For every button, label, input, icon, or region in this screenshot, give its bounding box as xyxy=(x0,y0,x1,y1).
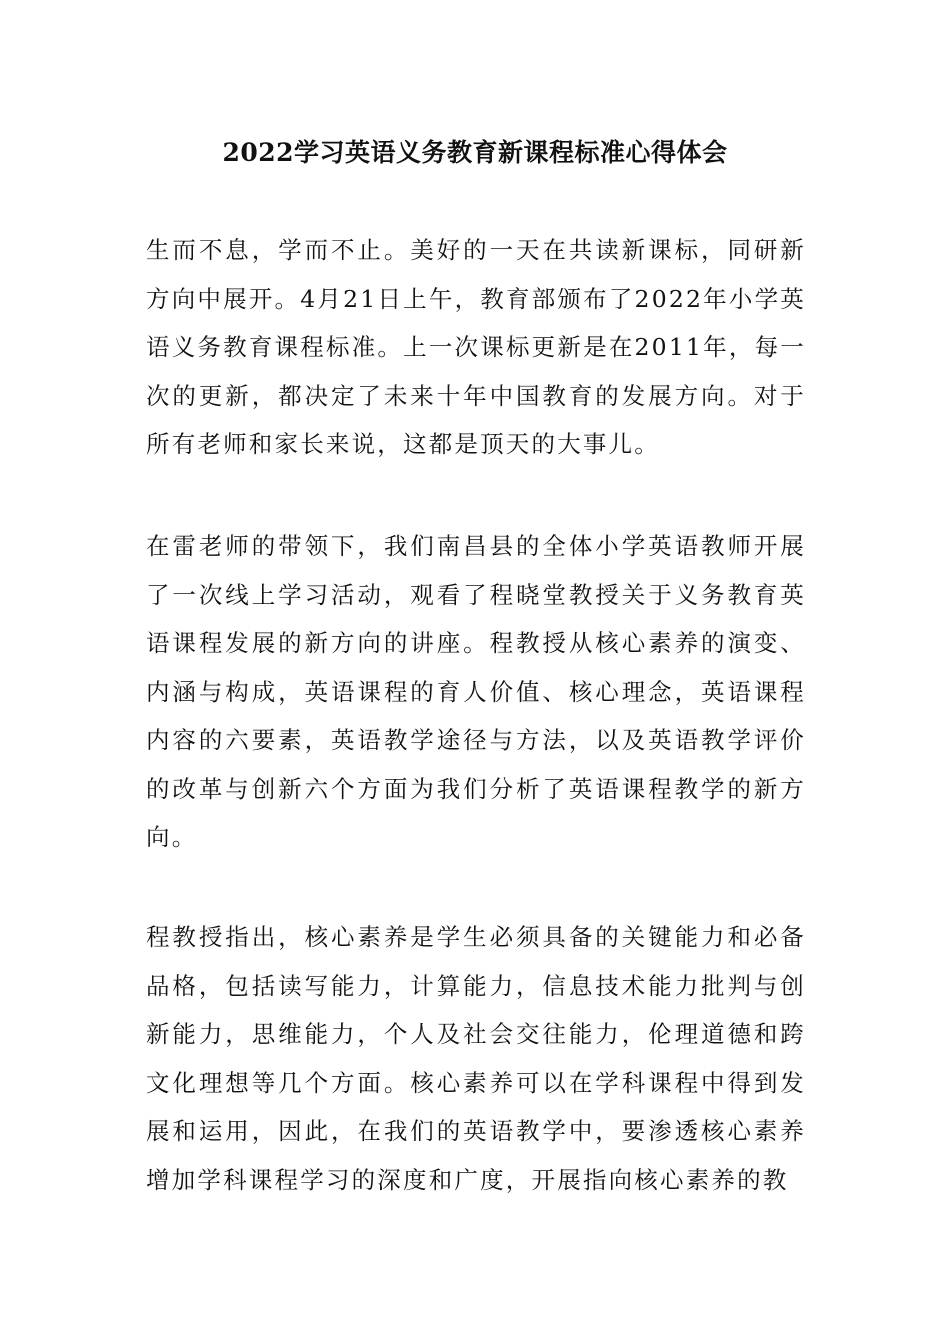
paragraph-3: 程教授指出，核心素养是学生必须具备的关键能力和必备品格，包括读写能力，计算能力，信息技术能力批判与创新能力，思维能力，个人及社会交往能力，伦理道德和跨文化理想等几个方面。核心素养可以在学科课程中得到发展和运用，因此，在我们的英语教学中，要渗透核心素养增加学科课程学习的深度和广度，开展指向核心素养的教 xyxy=(146,923,806,1194)
paragraph-1: 生而不息，学而不止。美好的一天在共读新课标，同研新方向中展开。4月21日上午，教育部颁布了2022年小学英语义务教育课程标准。上一次课标更新是在2011年，每一次的更新，都决定了未来十年中国教育的发展方向。对于所有老师和家长来说，这都是顶天的大事儿。 xyxy=(146,236,806,458)
document-title: 2022学习英语义务教育新课程标准心得体会 xyxy=(222,138,728,167)
paragraph-2: 在雷老师的带领下，我们南昌县的全体小学英语教师开展了一次线上学习活动，观看了程晓堂教授关于义务教育英语课程发展的新方向的讲座。程教授从核心素养的演变、内涵与构成，英语课程的育人价值、核心理念，英语课程内容的六要素，英语教学途径与方法，以及英语教学评价的改革与创新六个方面为我们分析了英语课程教学的新方向。 xyxy=(146,532,806,851)
